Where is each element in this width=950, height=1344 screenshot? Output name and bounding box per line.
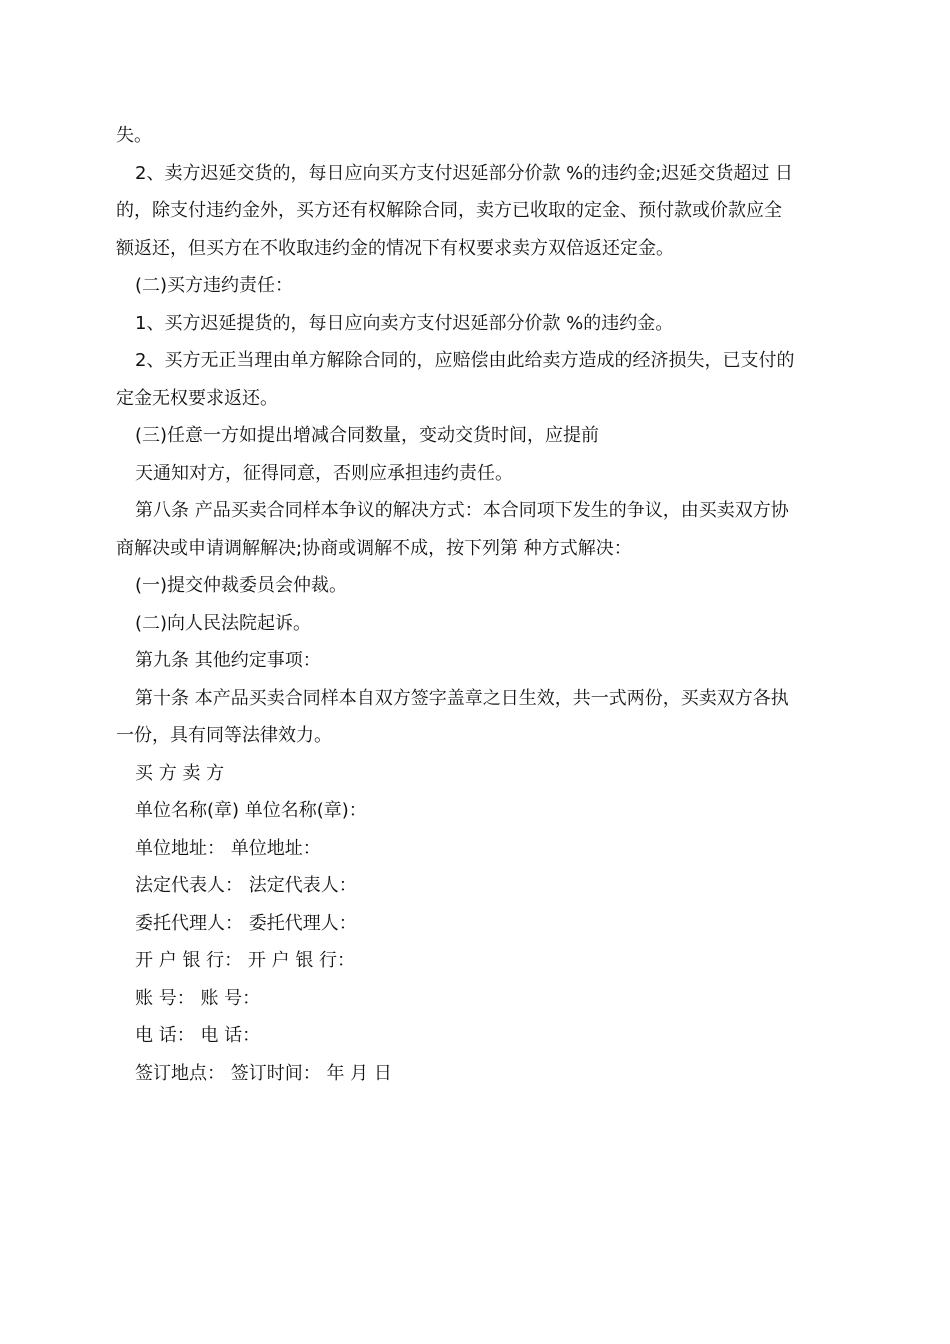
text-line: 失。 bbox=[116, 125, 152, 146]
signature-field: 电 话： 电 话： bbox=[135, 1025, 261, 1046]
signature-field: 开 户 银 行： 开 户 银 行： bbox=[135, 950, 356, 971]
text-line: (三)任意一方如提出增减合同数量，变动交货时间，应提前 bbox=[135, 425, 600, 446]
signature-field: 单位名称(章) 单位名称(章)： bbox=[135, 800, 367, 821]
text-line: (一)提交仲裁委员会仲裁。 bbox=[135, 575, 348, 596]
article-eight: 第八条 产品买卖合同样本争议的解决方式：本合同项下发生的争议，由买卖双方协 bbox=[135, 500, 789, 521]
signature-field: 单位地址： 单位地址： bbox=[135, 837, 321, 859]
text-line: 2、卖方迟延交货的，每日应向买方支付迟延部分价款 %的违约金;迟延交货超过 日 bbox=[135, 162, 794, 184]
text-line: 商解决或申请调解解决;协商或调解不成，按下列第 种方式解决： bbox=[116, 537, 632, 559]
signature-field: 账 号： 账 号： bbox=[135, 987, 261, 1009]
signature-field: 委托代理人： 委托代理人： bbox=[135, 912, 357, 934]
signature-field: 签订地点： 签订时间： 年 月 日 bbox=[135, 1062, 392, 1084]
text-line: (二)向人民法院起诉。 bbox=[135, 612, 312, 634]
signature-header: 买 方 卖 方 bbox=[135, 762, 225, 784]
article-nine: 第九条 其他约定事项： bbox=[135, 650, 321, 671]
text-line: 天通知对方，征得同意，否则应承担违约责任。 bbox=[135, 462, 513, 484]
text-line: 1、买方迟延提货的，每日应向卖方支付迟延部分价款 %的违约金。 bbox=[135, 312, 674, 334]
text-line: 2、买方无正当理由单方解除合同的，应赔偿由此给卖方造成的经济损失，已支付的 bbox=[135, 350, 795, 371]
text-line: 额返还，但买方在不收取违约金的情况下有权要求卖方双倍返还定金。 bbox=[116, 237, 674, 259]
contract-text bbox=[116, 117, 838, 1092]
text-line: 定金无权要求返还。 bbox=[116, 387, 278, 409]
section-heading: (二)买方违约责任： bbox=[135, 275, 294, 296]
text-line: 的，除支付违约金外，买方还有权解除合同，卖方已收取的定金、预付款或价款应全 bbox=[116, 200, 782, 221]
text-line: 一份，具有同等法律效力。 bbox=[116, 725, 332, 746]
signature-field: 法定代表人： 法定代表人： bbox=[135, 875, 357, 896]
article-ten: 第十条 本产品买卖合同样本自双方签字盖章之日生效，共一式两份，买卖双方各执 bbox=[135, 687, 789, 709]
